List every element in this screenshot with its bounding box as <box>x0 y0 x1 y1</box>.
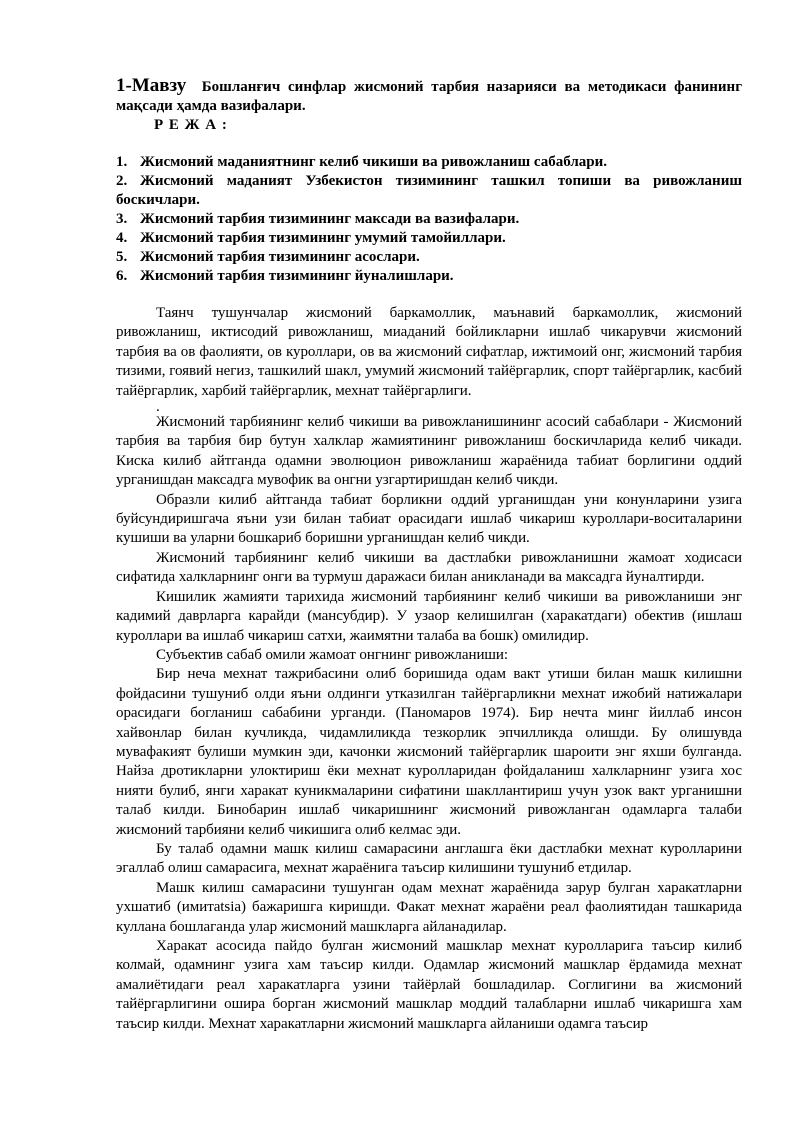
separator-dot: . <box>156 399 160 416</box>
paragraph: Харакат асосида пайдо булган жисмоний машклар мехнат куролларига таъсир килиб колмай, одамнинг узига хам таъсир килди. Одамлар жисмоний машклар ёрдамида мехнат амалиётидаги реал харакатларга узини тайёрлай бошладилар. Соглигини ва жисмоний тайёргарлигини ошира борган жисмоний машклар моддий талабларни ишлаб чикаришга хам таъсир килди. Мехнат харакатларни жисмоний машкларга айланиши одамга таъсир <box>116 938 742 1032</box>
paragraph-key-concepts: Таянч тушунчалар жисмоний баркамоллик, маънавий баркамоллик, жисмоний ривожланиш, иктисодий ривожланиш, миаданий бойликларни ишлаб чикарувчи жисмоний тарбия ва ов фаолияти, ов куроллари, ов ва жисмоний сифатлар, ижтимоий онг, жисмоний тарбия тизими, гоявий негиз, ташкилий шакл, умумий жисмоний тайёргарлик, спорт тайёргарлик, касбий тайёргарлик, харбий тайёргарлик, мехнат тайёргарлиги. <box>116 305 742 399</box>
plan-item-2: 2. Жисмоний маданият Узбекистон тизимининг ташкил топиши ва ривожланиш боскичлари. <box>116 173 742 208</box>
paragraph: Жисмоний тарбиянинг келиб чикиши ва дастлабки ривожланишни жамоат ходисаси сифатида халкларнинг онги ва турмуш даражаси билан аникланади ва максадга йуналтирди. <box>116 549 742 586</box>
paragraph: Кишилик жамияти тарихида жисмоний тарбиянинг келиб чикиши ва ривожланиши энг кадимий даврларга карайди (мансубдир). У узаор келишилган (харакатдаги) обектив (ишлаш куроллари ва ишлаб чикариш сатхи, жаимятни талаба ва бошк) омилидир. <box>116 588 742 644</box>
topic-number: 1-Мавзу <box>116 75 187 96</box>
paragraph: Образли килиб айтганда табиат борликни оддий урганишдан уни конунларини узига буйсундиришгача яъни узи билан табиат орасидаги ишлаб чикариш куроллари-воситаларини кушиши ва уларни бошкариб боришни урганишдан келиб чикди. <box>116 491 742 547</box>
paragraph: Бир неча мехнат тажрибасини олиб боришида одам вакт утиши билан машк килишни фойдасини тушуниб олди яъни олдинги утказилган тайёргарликни мехнат ижобий натижалари орасидаги богланиш сабабини урганди. (Паномаров 1974). Бир нечта минг йиллаб инсон хайвонлар билан кучликда, чидамлиликда тезкорлик эпчилликда олишди. Бу олишувда мувафакият булиши мумкин эди, качонки жисмоний тайёргарлик шароити энг яхши булганда. Найза дротикларни улоктириш ёки мехнат куролларидан фойдаланиш халкларнинг узига хос нияти булиб, янги харакат куникмаларини сифатини шакллантириш учун узок вакт урганишни талаб килди. Бинобарин ишлаб чикаришнинг жисмоний ривожланган одамларга талаби жисмоний тарбияни келиб чикишига олиб келмас эди. <box>116 666 742 838</box>
document-title <box>116 76 742 116</box>
plan-item-5: 5. Жисмоний тарбия тизимининг асослари. <box>116 249 420 265</box>
paragraph: Машк килиш самарасини тушунган одам мехнат жараёнида зарур булган харакатларни ухшатиб (имитatsia) бажаришга киришди. Факат мехнат жараёни реал фаолиятидан ташкарида куллана бошлаганда улар жисмоний машкларга айланадилар. <box>116 879 742 935</box>
topic-title: Бошланғич синфлар жисмоний тарбия назарияси ва методикаси фанининг мақсади ҳамда вазифалари. <box>116 79 743 114</box>
paragraph: Бу талаб одамни машк килиш самарасини англашга ёки дастлабки мехнат куролларини эгаллаб олиш самарасига, мехнат жараёнига таъсир килишини тушуниб етдилар. <box>116 840 742 877</box>
paragraph: Субъектив сабаб омили жамоат онгнинг ривожланиши: <box>156 646 509 663</box>
plan-item-3: 3. Жисмоний тарбия тизимининг максади ва вазифалари. <box>116 211 520 227</box>
plan-list <box>116 153 742 286</box>
paragraph: Жисмоний тарбиянинг келиб чикиши ва ривожланишининг асосий сабаблари - Жисмоний тарбия ва тарбия бир бутун халклар жамиятининг ривожланиш боскичларида келиб чикади. Киска килиб айтганда одамни эволюцион ривожланиш жараёнида табиат борлигини оддий урганишдан максадга мувофик ва онгни узгартиришдан келиб чикди. <box>116 414 742 489</box>
plan-item-4: 4. Жисмоний тарбия тизимининг умумий тамойиллари. <box>116 230 506 246</box>
plan-item-6: 6. Жисмоний тарбия тизимининг йуналишлари. <box>116 268 454 284</box>
plan-heading: Р Е Ж А : <box>154 117 228 133</box>
plan-item-1: 1. Жисмоний маданиятнинг келиб чикиши ва ривожланиш сабаблари. <box>116 154 608 170</box>
